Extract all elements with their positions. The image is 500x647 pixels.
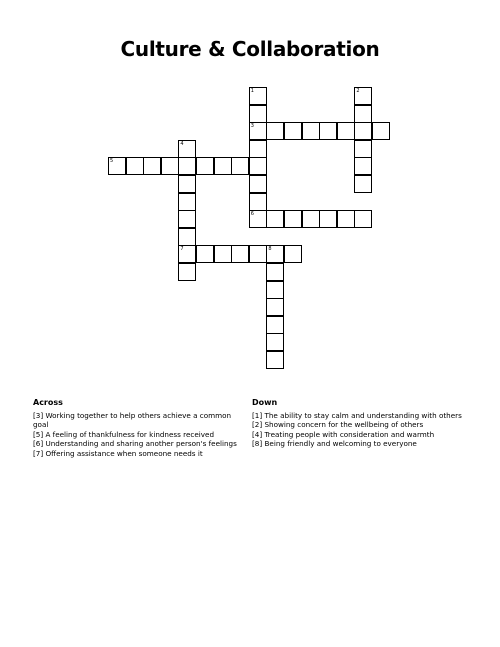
grid-cell[interactable] — [214, 245, 232, 263]
clue-number: [4] — [252, 429, 263, 439]
down-clues — [252, 398, 467, 449]
grid-cell[interactable] — [249, 122, 267, 140]
clue-text: Working together to help others achieve a common goal — [33, 410, 232, 430]
grid-cell[interactable] — [337, 210, 355, 228]
grid-cell[interactable] — [249, 210, 267, 228]
grid-cell[interactable] — [284, 245, 302, 263]
across-clue — [33, 411, 243, 430]
clue-number: [2] — [252, 420, 263, 430]
grid-cell[interactable] — [354, 122, 372, 140]
across-heading: Across — [33, 398, 63, 407]
grid-cell[interactable] — [214, 157, 232, 175]
grid-cell[interactable] — [249, 175, 267, 193]
clue-text: The ability to stay calm and understanding with others — [262, 410, 462, 420]
grid-cell[interactable] — [354, 175, 372, 193]
grid-cell[interactable] — [249, 193, 267, 211]
cell-number: 6 — [250, 211, 254, 218]
page-title: Culture & Collaboration — [120, 37, 380, 61]
grid-cell[interactable] — [178, 140, 196, 158]
grid-cell[interactable] — [354, 140, 372, 158]
grid-cell[interactable] — [231, 157, 249, 175]
grid-cell[interactable] — [266, 245, 284, 263]
clue-number: [7] — [33, 448, 44, 458]
grid-cell[interactable] — [161, 157, 179, 175]
grid-cell[interactable] — [178, 263, 196, 281]
grid-cell[interactable] — [196, 245, 214, 263]
grid-cell[interactable] — [231, 245, 249, 263]
grid-cell[interactable] — [249, 140, 267, 158]
clue-text: Being friendly and welcoming to everyone — [262, 439, 417, 449]
grid-cell[interactable] — [178, 210, 196, 228]
grid-cell[interactable] — [337, 122, 355, 140]
cell-number: 8 — [268, 246, 272, 253]
cell-number: 1 — [250, 88, 254, 94]
grid-cell[interactable] — [178, 193, 196, 211]
grid-cell[interactable] — [284, 122, 302, 140]
across-clue — [33, 449, 243, 459]
clue-number: [1] — [252, 410, 263, 420]
grid-cell[interactable] — [319, 122, 337, 140]
grid-cell[interactable] — [319, 210, 337, 228]
clue-text: A feeling of thankfulness for kindness received — [43, 429, 215, 439]
down-clue — [252, 411, 467, 421]
cell-number: 4 — [180, 140, 184, 147]
grid-cell[interactable] — [266, 351, 284, 369]
clue-number: [3] — [33, 410, 44, 420]
grid-cell[interactable] — [266, 263, 284, 281]
down-clue — [252, 430, 467, 440]
clue-text: Offering assistance when someone needs it — [43, 448, 203, 458]
across-clue — [33, 430, 243, 440]
grid-cell[interactable] — [249, 87, 267, 105]
grid-cell[interactable] — [372, 122, 390, 140]
grid-cell[interactable] — [143, 157, 161, 175]
grid-cell[interactable] — [126, 157, 144, 175]
grid-cell[interactable] — [302, 210, 320, 228]
grid-cell[interactable] — [266, 298, 284, 316]
grid-cell[interactable] — [266, 122, 284, 140]
down-heading: Down — [252, 398, 278, 407]
grid-cell[interactable] — [266, 333, 284, 351]
cell-number: 5 — [110, 158, 114, 165]
grid-cell[interactable] — [354, 87, 372, 105]
grid-cell[interactable] — [249, 157, 267, 175]
grid-cell[interactable] — [178, 175, 196, 193]
down-clue — [252, 420, 467, 430]
across-clues — [33, 398, 243, 459]
grid-cell[interactable] — [249, 105, 267, 123]
grid-cell[interactable] — [178, 245, 196, 263]
grid-cell[interactable] — [284, 210, 302, 228]
grid-cell[interactable] — [108, 157, 126, 175]
grid-cell[interactable] — [354, 157, 372, 175]
clue-text: Understanding and sharing another person's feelings — [43, 439, 237, 449]
across-clue — [33, 439, 243, 449]
cell-number: 3 — [250, 123, 254, 130]
grid-cell[interactable] — [266, 210, 284, 228]
grid-cell[interactable] — [266, 281, 284, 299]
cell-number: 2 — [356, 88, 360, 94]
clue-number: [5] — [33, 429, 44, 439]
grid-cell[interactable] — [302, 122, 320, 140]
grid-cell[interactable] — [354, 210, 372, 228]
cell-number: 7 — [180, 246, 184, 253]
clue-text: Showing concern for the wellbeing of others — [262, 420, 424, 430]
grid-cell[interactable] — [266, 316, 284, 334]
clue-number: [8] — [252, 439, 263, 449]
grid-cell[interactable] — [196, 157, 214, 175]
grid-cell[interactable] — [178, 157, 196, 175]
grid-cell[interactable] — [354, 105, 372, 123]
down-clue — [252, 439, 467, 449]
grid-cell[interactable] — [249, 245, 267, 263]
clue-number: [6] — [33, 439, 44, 449]
grid-cell[interactable] — [178, 228, 196, 246]
clue-text: Treating people with consideration and warmth — [262, 429, 435, 439]
